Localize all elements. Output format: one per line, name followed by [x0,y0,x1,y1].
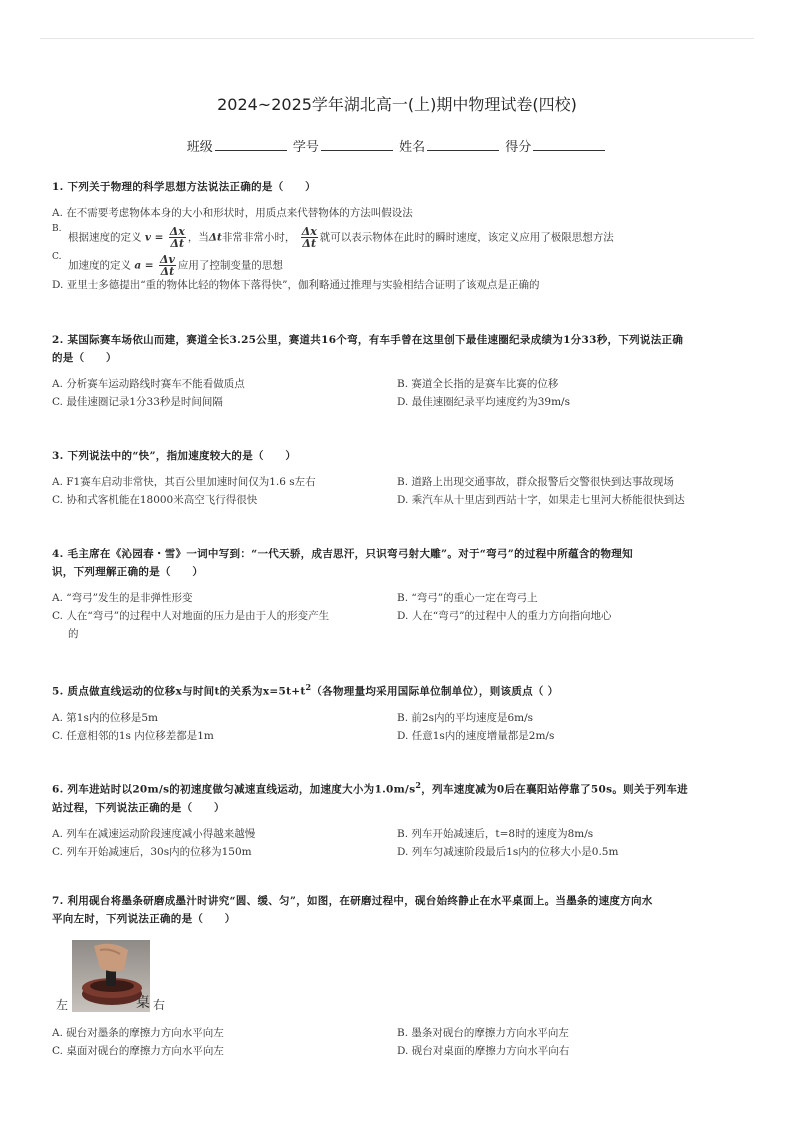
name-label: 姓名 [399,140,426,155]
question-7 [52,892,742,928]
question-4-option-a: A. “弯弓”发生的是非弹性形变 [52,592,193,604]
question-1-option-b [52,222,742,248]
option-c-text-2: 应用了控制变量的思想 [177,259,283,272]
velocity-symbol: v = [144,231,164,244]
question-6-option-c: C. 列车开始减速后，30s内的位移为150m [52,845,252,858]
option-c-text-1: 加速度的定义 [68,259,131,272]
question-1 [52,178,742,294]
option-c-label: C. [52,252,62,262]
question-5-option-d: D. 任意1s内的速度增量都是2m/s [397,729,555,742]
score-label: 得分 [505,140,532,155]
question-2-option-d: D. 最佳速圈纪录平均速度约为39m/s [397,396,570,408]
question-6-option-a: A. 列车在减速运动阶段速度减小得越来越慢 [52,827,256,840]
question-2-stem-line-2: 的是（ ） [52,352,117,364]
option-b-text-1: 根据速度的定义 [68,231,142,244]
question-5-option-c: C. 任意相邻的1s 内位移差都是1m [52,729,214,742]
question-6-option-d: D. 列车匀减速阶段最后1s内的位移大小是0.5m [397,845,619,858]
question-2-stem-line-1: 2. 某国际赛车场依山而建，赛道全长3.25公里，赛道共16个弯，有车手曾在这里创下最佳速圈纪录成绩为1分33秒，下列说法正确 [52,334,684,346]
question-3-option-c: C. 协和式客机能在18000米高空飞行得很快 [52,494,258,506]
question-4-option-d: D. 人在“弯弓”的过程中人的重力方向指向地心 [397,610,612,622]
question-7-stem-line-2: 平向左时，下列说法正确的是（ ） [52,913,236,925]
question-6-stem-line-1: 6. 列车进站时以20m/s的初速度做匀减速直线运动，加速度大小为$1.0m/s^2$，列车速度减为0后在襄阳站停靠了50s。则关于列车进 [52,780,688,796]
question-7-option-a: A. 砚台对墨条的摩擦力方向水平向左 [52,1027,224,1039]
question-6-option-b: B. 列车开始减速后，t=8时的速度为8m/s [397,827,594,840]
question-4-option-b: B. “弯弓”的重心一定在弯弓上 [397,592,538,604]
question-4-stem-line-2: 识，下列理解正确的是（ ） [52,566,204,578]
id-blank[interactable] [321,138,393,151]
question-7-option-b: B. 墨条对砚台的摩擦力方向水平向左 [397,1027,569,1039]
question-7-option-c: C. 桌面对砚台的摩擦力方向水平向左 [52,1045,224,1057]
option-b-text-3: 非常非常小时， [221,231,296,244]
question-6 [52,776,742,861]
question-4-stem-line-1: 4. 毛主席在《沁园春・雪》一词中写到：“一代天骄，成吉思汗，只识弯弓射大雕”。对于“弯弓”的过程中所蕴含的物理知 [52,548,633,560]
fraction-dx-dt: $\frac{\Delta x}{\Delta t}$ [169,225,185,250]
question-3 [52,447,742,509]
question-4 [52,545,742,643]
question-7-option-d: D. 砚台对桌面的摩擦力方向水平向右 [397,1045,570,1057]
question-2-option-b: B. 赛道全长指的是赛车比赛的位移 [397,378,559,390]
figure-label-right: 右 [153,998,166,1012]
question-3-option-a: A. F1赛车启动非常快，其百公里加速时间仅为1.6 s左右 [52,476,316,488]
question-5-stem: 5. 质点做直线运动的位移x与时间t的关系为$x=5t+t^2$（各物理量均采用国际单位制单位），则该质点（ ） [52,682,559,698]
student-info-line [0,136,794,155]
question-3-stem: 3. 下列说法中的“快”，指加速度较大的是（ ） [52,450,297,462]
id-label: 学号 [292,140,319,155]
figure-label-left: 左 [56,998,69,1012]
page-title: 2024~2025学年湖北高一(上)期中物理试卷(四校) [217,95,577,114]
option-c-line-2: 的 [68,628,79,640]
page-top-rule [40,38,754,39]
question-3-option-d: D. 乘汽车从十里店到西站十字，如果走七里河大桥能很快到达 [397,494,685,506]
question-1-option-c [52,248,742,276]
delta-t-symbol: Δt [208,231,222,244]
acceleration-symbol: a = [134,259,154,272]
figure-label-table: 桌 [136,995,150,1011]
question-1-option-a: A. 在不需要考虑物体本身的大小和形状时，用质点来代替物体的方法叫假设法 [52,207,413,219]
question-4-option-c [52,607,397,643]
question-3-option-b: B. 道路上出现交通事故，群众报警后交警很快到达事故现场 [397,476,674,488]
class-blank[interactable] [215,138,287,151]
option-b-text-4: 就可以表示物体在此时的瞬时速度，该定义应用了极限思想方法 [319,231,614,244]
name-blank[interactable] [427,138,499,151]
question-2-option-c: C. 最佳速圈记录1分33秒是时间间隔 [52,396,223,408]
class-label: 班级 [186,140,213,155]
question-5 [52,678,742,745]
question-2 [52,331,742,411]
question-5-option-a: A. 第1s内的位移是5m [52,711,158,724]
question-1-option-d: D. 亚里士多德提出“重的物体比轻的物体下落得快”，伽利略通过推理与实验相结合证明了该观点是正确的 [52,279,540,291]
fraction-dx-dt-2: $\frac{\Delta x}{\Delta t}$ [301,225,317,250]
fraction-dv-dt: $\frac{\Delta v}{\Delta t}$ [159,253,175,278]
question-6-stem-line-2: 站过程，下列说法正确的是（ ） [52,801,225,814]
question-5-option-b: B. 前2s内的平均速度是6m/s [397,711,534,724]
score-blank[interactable] [533,138,605,151]
question-1-stem: 1. 下列关于物理的科学思想方法说法正确的是（ ） [52,181,316,193]
option-b-text-2: ，当 [187,231,209,244]
option-b-label: B. [52,224,62,234]
question-7-stem-line-1: 7. 利用砚台将墨条研磨成墨汁时讲究“圆、缓、匀”，如图，在研磨过程中，砚台始终静止在水平桌面上。当墨条的速度方向水 [52,895,653,907]
question-2-option-a: A. 分析赛车运动路线时赛车不能看做质点 [52,378,245,390]
question-7-options [52,1024,742,1060]
option-c-line-1: C. 人在“弯弓”的过程中人对地面的压力是由于人的形变产生 [52,610,330,622]
